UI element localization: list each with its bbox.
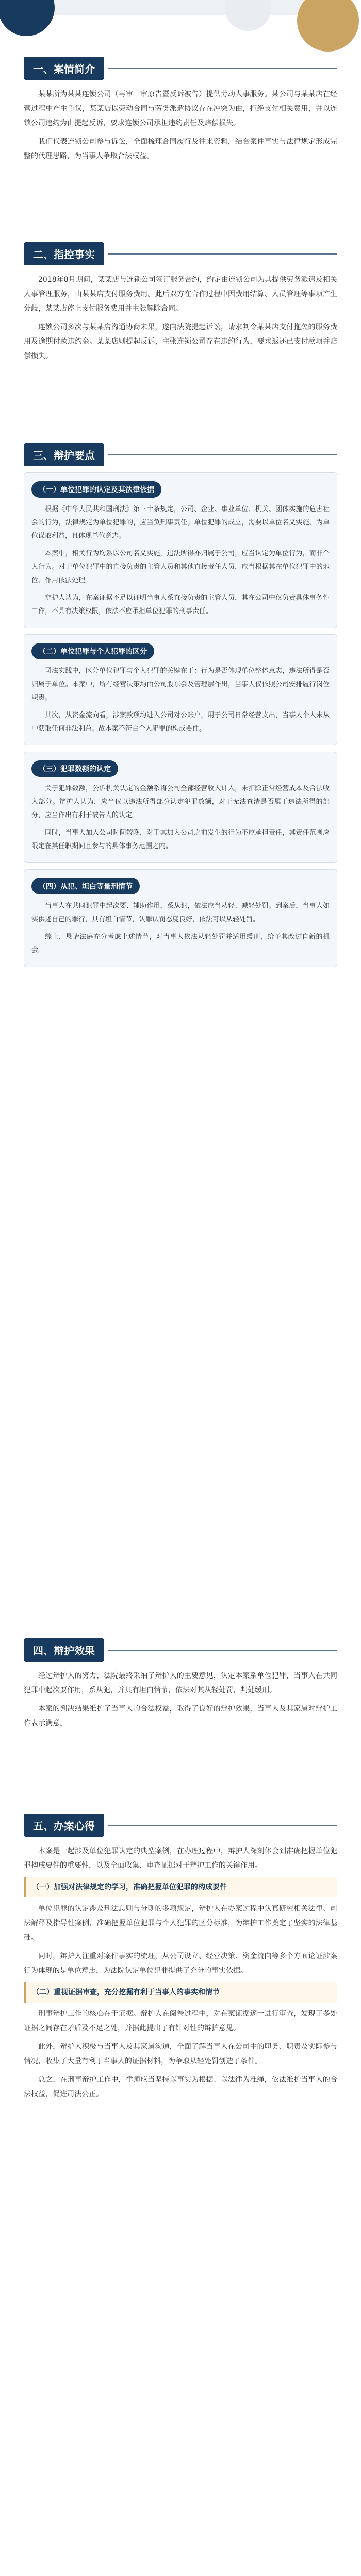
- decor-circle-navy: [0, 0, 55, 36]
- section-divider: [108, 253, 337, 255]
- paragraph: 连锁公司多次与某某店沟通协商未果，遂向法院提起诉讼，请求判令某某店支付拖欠的服务费用及逾期付款违约金。某某店则提起反诉，主张连锁公司存在违约行为，要求返还已支付款项并赔偿损失。: [24, 323, 337, 360]
- defense-point: [24, 472, 337, 628]
- section-case-insights: [24, 1814, 337, 2106]
- paragraph: 此外，辩护人积极与当事人及其家属沟通，全面了解当事人在公司中的职务、职责及实际参与情况，收集了大量有利于当事人的证据材料，为争取从轻处罚创造了条件。: [24, 2043, 337, 2065]
- paragraph: 本案的判决结果维护了当事人的合法权益，取得了良好的辩护效果，当事人及其家属对辩护工作表示满意。: [24, 1705, 337, 1727]
- insight-point: [24, 1982, 337, 2003]
- paragraph: 我们代表连锁公司参与诉讼，全面梳理合同履行及往来资料，结合案件事实与法律规定形成完整的代理思路，为当事人争取合法权益。: [24, 138, 337, 160]
- decor-circle-gold: [297, 0, 359, 52]
- paragraph: 当事人在共同犯罪中起次要、辅助作用，系从犯，依法应当从轻、减轻处罚。到案后，当事人如实供述自己的罪行，具有坦白情节，认罪认罚态度良好，依法可以从轻处罚。: [31, 902, 330, 923]
- section-divider: [108, 68, 337, 69]
- section-divider: [108, 1825, 337, 1826]
- section-title: 一、案情简介: [24, 57, 104, 80]
- article-frame: [8, 0, 353, 2576]
- section-case-summary: [24, 57, 337, 167]
- section-charged-facts: [24, 242, 337, 367]
- paragraph: 司法实践中，区分单位犯罪与个人犯罪的关键在于：行为是否体现单位整体意志，违法所得是否归属于单位。本案中，所有经营决策均由公司股东会及管理层作出，当事人仅依照公司安排履行岗位职责。: [31, 667, 330, 702]
- section-divider: [108, 1650, 337, 1651]
- paragraph: 综上，恳请法庭充分考虑上述情节，对当事人依法从轻处罚并适用缓刑，给予其改过自新的机会。: [31, 933, 330, 954]
- insight-title: （一）加强对法律规定的学习，准确把握单位犯罪的构成要件: [32, 1883, 227, 1891]
- point-title: （一）单位犯罪的认定及其法律依据: [31, 481, 161, 498]
- section-title: 五、办案心得: [24, 1814, 104, 1837]
- section-defense-points: [24, 443, 337, 973]
- point-title: （三）犯罪数额的认定: [31, 760, 118, 777]
- section-divider: [108, 454, 337, 455]
- paragraph: 某某所为某某连锁公司（再审一审原告暨反诉被告）提供劳动人事服务。某公司与某某店在经营过程中产生争议，某某店以劳动合同与劳务派遣协议存在冲突为由，拒绝支付相关费用，并以连锁公司违约为由提起反诉，要求连锁公司承担违约责任及赔偿损失。: [24, 90, 337, 127]
- paragraph: 总之，在刑事辩护工作中，律师应当坚持以事实为根据、以法律为准绳，依法维护当事人的合法权益，促进司法公正。: [24, 2076, 337, 2098]
- paragraph: 2018年8月期间，某某店与连锁公司签订服务合约，约定由连锁公司为其提供劳务派遣及相关人事管理服务，由某某店支付服务费用。此后双方在合作过程中因费用结算、人员管理等事项产生分歧，某某店停止支付服务费用并主张解除合同。: [24, 276, 337, 313]
- decor-circle-light: [225, 0, 271, 31]
- paragraph: 关于犯罪数额，公诉机关认定的金额系将公司全部经营收入计入，未扣除正常经营成本及合法收入部分。辩护人认为，应当仅以违法所得部分认定犯罪数额，对于无法查清是否属于违法所得的部分，应当作出有利于被告人的认定。: [31, 785, 330, 819]
- paragraph: 单位犯罪的认定涉及刑法总则与分则的多项规定，辩护人在办案过程中认真研究相关法律、司法解释及指导性案例，准确把握单位犯罪与个人犯罪的区分标准，为辩护工作奠定了坚实的法律基础。: [24, 1905, 337, 1942]
- paragraph: 其次，从资金流向看，涉案款项均进入公司对公账户，用于公司日常经营支出，当事人个人未从中获取任何非法利益。故本案不符合个人犯罪的构成要件。: [31, 711, 330, 733]
- section-title: 二、指控事实: [24, 242, 104, 265]
- insight-title: （二）重视证据审查，充分挖掘有利于当事人的事实和情节: [32, 1988, 220, 1996]
- paragraph: 本案中，相关行为均系以公司名义实施，违法所得亦归属于公司，应当认定为单位行为，而非个人行为。对于单位犯罪中的直接负责的主管人员和其他直接责任人员，应当根据其在单位犯罪中的地位、作用依法处理。: [31, 550, 330, 584]
- point-title: （四）从犯、坦白等量刑情节: [31, 878, 140, 894]
- paragraph: 根据《中华人民共和国刑法》第三十条规定，公司、企业、事业单位、机关、团体实施的危害社会的行为，法律规定为单位犯罪的，应当负刑事责任。单位犯罪的成立，需要以单位名义实施、为单位谋取利益，且体现单位意志。: [31, 505, 330, 540]
- defense-point: [24, 752, 337, 863]
- paragraph: 辩护人认为，在案证据不足以证明当事人系直接负责的主管人员，其在公司中仅负责具体事务性工作，不具有决策权限，依法不应承担单位犯罪的刑事责任。: [31, 594, 330, 615]
- section-title: 四、辩护效果: [24, 1638, 104, 1662]
- section-title: 三、辩护要点: [24, 443, 104, 466]
- paragraph: 经过辩护人的努力，法院最终采纳了辩护人的主要意见，认定本案系单位犯罪，当事人在共同犯罪中起次要作用，系从犯，并具有坦白情节，依法对其从轻处罚，判处缓刑。: [24, 1672, 337, 1694]
- paragraph: 同时，辩护人注重对案件事实的梳理，从公司设立、经营决策、资金流向等多个方面论证涉案行为体现的是单位意志，为法院认定单位犯罪提供了充分的事实依据。: [24, 1952, 337, 1975]
- section-defense-result: [24, 1638, 337, 1735]
- paragraph: 本案是一起涉及单位犯罪认定的典型案例，在办理过程中，辩护人深刻体会到准确把握单位犯罪构成要件的重要性，以及全面收集、审查证据对于辩护工作的关键作用。: [24, 1847, 337, 1870]
- insight-point: [24, 1877, 337, 1897]
- defense-point: [24, 634, 337, 745]
- paragraph: 同时，当事人加入公司时间较晚，对于其加入公司之前发生的行为不应承担责任，其责任范围应限定在其任职期间且参与的具体事务范围之内。: [31, 829, 330, 850]
- paragraph: 刑事辩护工作的核心在于证据。辩护人在阅卷过程中，对在案证据逐一进行审查，发现了多处证据之间存在矛盾及不足之处，并据此提出了有针对性的辩护意见。: [24, 2010, 337, 2032]
- defense-point: [24, 869, 337, 967]
- point-title: （二）单位犯罪与个人犯罪的区分: [31, 643, 154, 659]
